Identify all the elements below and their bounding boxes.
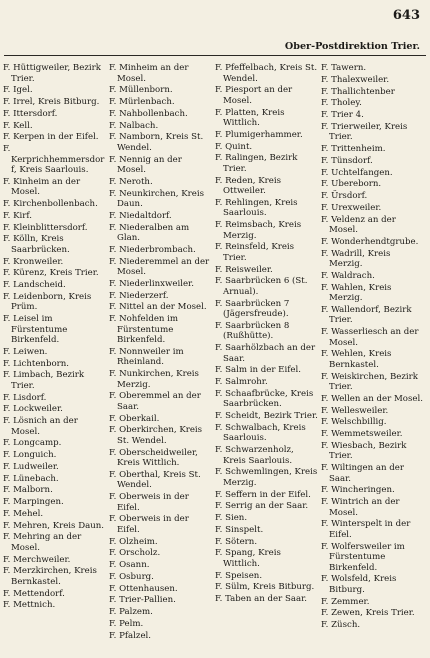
list-item: F. Salmrohr. <box>215 377 268 387</box>
list-item: F. Igel. <box>3 85 33 96</box>
list-item: F. Schwalbach, Kreis Saarlouis. <box>215 422 306 444</box>
list-item: F. Palzem. <box>109 607 153 617</box>
list-item: F. Merchweiler. <box>3 554 71 565</box>
list-item: F. Leidenborn, Kreis Prüm. <box>3 291 92 313</box>
list-item: F. Sötern. <box>215 536 258 547</box>
list-item: F. Namborn, Kreis St. Wendel. <box>109 132 204 153</box>
list-item: F. Rehlingen, Kreis Saarlouis. <box>215 197 298 219</box>
list-item: F. Reimsbach, Kreis Merzig. <box>215 220 302 241</box>
list-item: F. Nonnweiler im Rheinland. <box>109 346 184 368</box>
list-item: F. Neunkirchen, Kreis Daun. <box>109 188 205 209</box>
list-item: F. Waldrach. <box>321 270 375 281</box>
list-item: F. Züsch. <box>321 620 361 630</box>
list-item: F. Trier-Pallien. <box>109 595 176 606</box>
list-item: F. Veldenz an der Mosel. <box>321 214 396 235</box>
list-item: F. Schaafbrücke, Kreis Saarbrücken. <box>215 388 314 410</box>
list-item: F. Zewen, Kreis Trier. <box>321 608 415 619</box>
list-item: F. Neroth. <box>109 176 153 187</box>
list-item: F. Kerprichhemmersdorf, Kreis Saarlouis. <box>3 144 105 175</box>
list-item: F. Ürsdorf. <box>321 191 368 201</box>
list-item: F. Kleinblittersdorf. <box>3 222 88 233</box>
list-item: F. Mehel. <box>3 508 44 519</box>
list-item: F. Merzkirchen, Kreis Bernkastel. <box>3 566 97 587</box>
list-item: F. Osann. <box>109 560 150 570</box>
list-item: F. Niederzerf. <box>109 290 169 301</box>
list-item: F. Niederemmel an der Mosel. <box>109 256 210 277</box>
list-item: F. Wolfersweiler im Fürstentume Birkenfeld. <box>321 541 405 573</box>
list-item: F. Sülm, Kreis Bitburg. <box>215 582 315 593</box>
list-item: F. Wemmetsweiler. <box>321 429 403 439</box>
list-item: F. Wasserliesch an der Mosel. <box>321 327 419 348</box>
list-item: F. Nennig an der Mosel. <box>109 154 182 175</box>
list-item: F. Landscheid. <box>3 280 66 290</box>
list-item: F. Reden, Kreis Ottweiler. <box>215 175 282 196</box>
list-item: F. Lünebach. <box>3 473 59 484</box>
list-item: F. Trier 4. <box>321 110 364 120</box>
list-item: F. Platten, Kreis Wittlich. <box>215 107 285 128</box>
list-item: F. Winterspelt in der Eifel. <box>321 519 411 540</box>
list-item: F. Oberkirchen, Kreis St. Wendel. <box>109 425 203 446</box>
list-item: F. Mettendorf. <box>3 588 65 599</box>
list-item: F. Schwarzenholz, Kreis Saarlouis. <box>215 445 294 466</box>
list-item: F. Nohfelden im Fürstentume Birkenfeld. <box>109 314 179 345</box>
list-item: F. Serrig an der Saar. <box>215 501 309 512</box>
list-item: F. Ludweiler. <box>3 461 59 472</box>
list-item: F. Salm in der Eifel. <box>215 365 301 376</box>
list-item: F. Nalbach. <box>109 120 159 131</box>
list-item: F. Thalexweiler. <box>321 74 390 85</box>
list-item: F. Marpingen. <box>3 497 64 507</box>
list-item: F. Wincheringen. <box>321 485 395 496</box>
list-item: F. Kell. <box>3 120 33 131</box>
list-item: F. Taben an der Saar. <box>215 594 307 604</box>
list-item: F. Niedaltdorf. <box>109 210 172 221</box>
list-item: F. Leisel im Fürstentume Birkenfeld. <box>3 314 68 345</box>
list-item: F. Ottenhausen. <box>109 583 178 594</box>
list-item: F. Saarbrücken 6 (St. Arnual). <box>215 276 308 297</box>
column-1 <box>3 63 109 651</box>
list-item: F. Pelm. <box>109 618 144 629</box>
entry-columns <box>3 63 427 651</box>
list-item: F. Kölln, Kreis Saarbrücken. <box>3 234 70 255</box>
list-item: F. Reisweiler. <box>215 264 273 275</box>
list-item: F. Zemmer. <box>321 596 370 607</box>
list-item: F. Irrel, Kreis Bitburg. <box>3 97 100 107</box>
list-item: F. Plumigerhammer. <box>215 129 303 140</box>
list-item: F. Mettnich. <box>3 600 56 611</box>
header-rule <box>4 55 426 56</box>
column-4 <box>321 63 427 651</box>
list-item: F. Longuich. <box>3 450 57 460</box>
list-item: F. Tünsdorf. <box>321 155 373 166</box>
list-item: F. Ittersdorf. <box>3 108 58 119</box>
list-item: F. Quint. <box>215 141 253 152</box>
list-item: F. Sien. <box>215 513 248 523</box>
list-item: F. Osburg. <box>109 571 154 582</box>
list-item: F. Mehring an der Mosel. <box>3 532 82 553</box>
list-item: F. Wehlen, Kreis Bernkastel. <box>321 349 392 370</box>
list-item: F. Trierweiler, Kreis Trier. <box>321 121 408 143</box>
list-item: F. Reinsfeld, Kreis Trier. <box>215 242 295 263</box>
list-item: F. Saarbrücken 7 (Jägersfreude). <box>215 298 290 319</box>
list-item: F. Leiwen. <box>3 346 48 357</box>
column-3 <box>215 63 321 651</box>
list-item: F. Speisen. <box>215 570 263 581</box>
list-item: F. Oberthal, Kreis St. Wendel. <box>109 469 201 491</box>
list-item: F. Wintrich an der Mosel. <box>321 497 400 518</box>
list-item: F. Niederalben am Glan. <box>109 222 190 243</box>
list-item: F. Lösnich an der Mosel. <box>3 416 78 437</box>
list-item: F. Lichtenborn. <box>3 358 70 369</box>
list-item: F. Tawern. <box>321 63 367 73</box>
list-item: F. Wiesbach, Bezirk Trier. <box>321 440 407 462</box>
list-item: F. Spang, Kreis Wittlich. <box>215 548 281 569</box>
list-item: F. Lockweiler. <box>3 404 63 415</box>
list-item: F. Wahlen, Kreis Merzig. <box>321 282 392 303</box>
list-item: F. Limbach, Bezirk Trier. <box>3 370 85 391</box>
column-2 <box>109 63 215 651</box>
list-item: F. Schwemlingen, Kreis Merzig. <box>215 467 318 488</box>
list-item: F. Wonderhendtgrube. <box>321 236 419 247</box>
list-item: F. Wellen an der Mosel. <box>321 393 423 404</box>
list-item: F. Niederlinxweiler. <box>109 278 194 289</box>
list-item: F. Welschbillig. <box>321 417 387 428</box>
list-item: F. Tholey. <box>321 98 362 109</box>
list-item: F. Scheidt, Bezirk Trier. <box>215 411 318 421</box>
list-item: F. Trittenheim. <box>321 144 386 154</box>
list-item: F. Kinheim an der Mosel. <box>3 176 81 198</box>
list-item: F. Oberemmel an der Saar. <box>109 391 201 412</box>
list-item: F. Oberscheidweiler, Kreis Wittlich. <box>109 447 198 468</box>
list-item: F. Mürlenbach. <box>109 97 175 107</box>
list-item: F. Hüttigweiler, Bezirk Trier. <box>3 63 101 84</box>
list-item: F. Sinspelt. <box>215 524 264 535</box>
list-item: F. Longcamp. <box>3 438 62 449</box>
list-item: F. Nittel an der Mosel. <box>109 302 207 313</box>
list-item: F. Niederbrombach. <box>109 244 196 255</box>
list-item: F. Wadrill, Kreis Merzig. <box>321 248 391 269</box>
list-item: F. Minheim an der Mosel. <box>109 63 189 84</box>
list-item: F. Malborn. <box>3 485 53 496</box>
list-item: F. Ralingen, Bezirk Trier. <box>215 153 298 174</box>
list-item: F. Oberweis in der Eifel. <box>109 492 189 513</box>
list-item: F. Kronweiler. <box>3 256 64 267</box>
list-item: F. Mehren, Kreis Daun. <box>3 520 105 531</box>
list-item: F. Saarhölzbach an der Saar. <box>215 343 316 364</box>
list-item: F. Wiltingen an der Saar. <box>321 463 404 484</box>
list-item: F. Piesport an der Mosel. <box>215 85 293 106</box>
list-item: F. Wolsfeld, Kreis Bitburg. <box>321 574 397 595</box>
list-item: F. Nahbollenbach. <box>109 108 188 119</box>
list-item: F. Urexweiler. <box>321 202 382 213</box>
list-item: F. Weiskirchen, Bezirk Trier. <box>321 371 418 392</box>
list-item: F. Olzheim. <box>109 536 158 547</box>
list-item: F. Kerpen in der Eifel. <box>3 132 99 143</box>
page-number: 643 <box>392 8 420 23</box>
list-item: F. Lisdorf. <box>3 392 47 403</box>
list-item: F. Müllenborn. <box>109 85 173 96</box>
list-item: F. Wallendorf, Bezirk Trier. <box>321 304 412 326</box>
list-item: F. Pfeffelbach, Kreis St. Wendel. <box>215 63 318 84</box>
list-item: F. Oberweis in der Eifel. <box>109 514 189 535</box>
list-item: F. Nunkirchen, Kreis Merzig. <box>109 369 199 390</box>
list-item: F. Oberkail. <box>109 413 160 424</box>
list-item: F. Saarbrücken 8 (Rußhütte). <box>215 320 290 342</box>
list-item: F. Orscholz. <box>109 548 161 559</box>
list-item: F. Kürenz, Kreis Trier. <box>3 268 99 279</box>
list-item: F. Kirf. <box>3 210 32 221</box>
running-head: Ober-Postdirektion Trier. <box>284 41 420 52</box>
list-item: F. Kirchenbollenbach. <box>3 199 98 209</box>
list-item: F. Thallichtenber <box>321 86 395 97</box>
list-item: F. Uchtelfangen. <box>321 167 393 178</box>
list-item: F. Pfalzel. <box>109 630 152 641</box>
list-item: F. Wellesweiler. <box>321 405 389 416</box>
list-item: F. Seffern in der Eifel. <box>215 489 311 500</box>
list-item: F. Ubereborn. <box>321 179 382 190</box>
